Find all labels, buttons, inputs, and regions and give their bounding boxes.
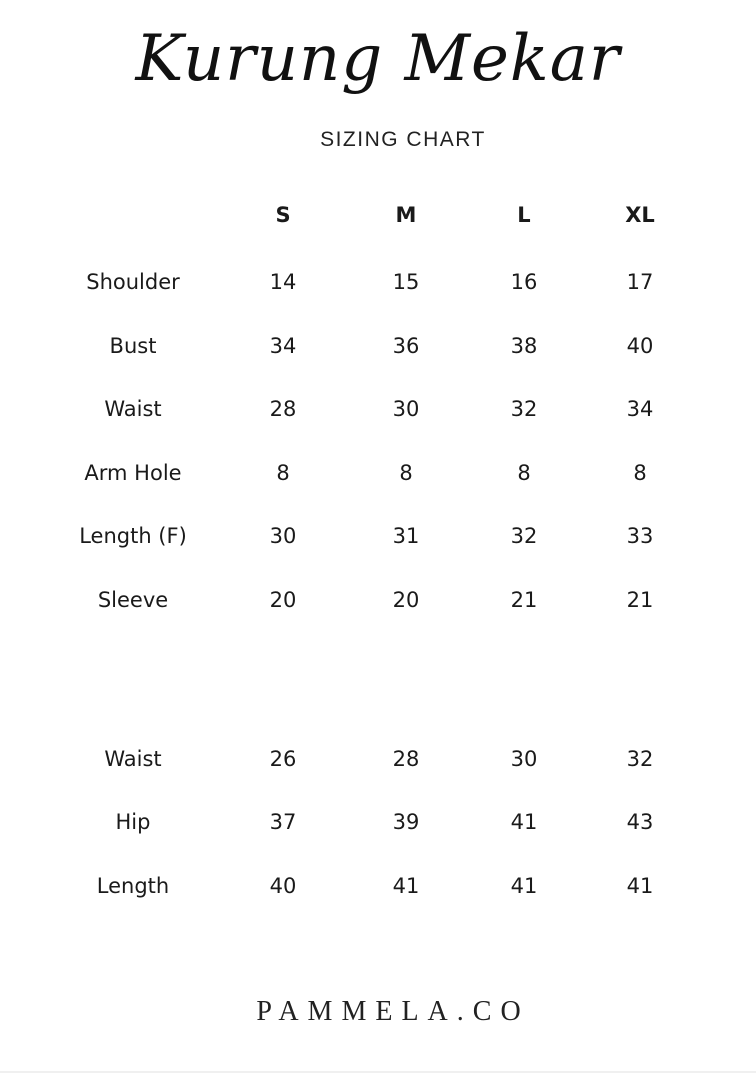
size-header-m: M (395, 203, 417, 227)
table-cell: 28 (269, 397, 297, 421)
row-label: Waist (104, 397, 162, 421)
table-cell: 20 (392, 588, 420, 612)
row-label: Sleeve (97, 588, 169, 612)
table-cell: 8 (276, 461, 290, 485)
table-cell: 41 (510, 874, 538, 898)
row-label: Shoulder (86, 270, 180, 294)
row-label: Length (F) (79, 524, 187, 548)
table-cell: 26 (269, 747, 297, 771)
table-cell: 21 (510, 588, 538, 612)
page-subtitle: SIZING CHART (320, 128, 486, 151)
table-cell: 8 (517, 461, 531, 485)
table-cell: 28 (392, 747, 420, 771)
table-cell: 20 (269, 588, 297, 612)
table-cell: 40 (626, 334, 654, 358)
table-cell: 41 (392, 874, 420, 898)
table-cell: 34 (269, 334, 297, 358)
row-label: Hip (115, 810, 151, 834)
table-cell: 16 (510, 270, 538, 294)
brand-footer: PAMMELA.CO (256, 996, 530, 1027)
table-cell: 41 (510, 810, 538, 834)
table-cell: 32 (510, 524, 538, 548)
table-cell: 30 (269, 524, 297, 548)
table-cell: 40 (269, 874, 297, 898)
table-cell: 38 (510, 334, 538, 358)
table-cell: 8 (399, 461, 413, 485)
table-cell: 43 (626, 810, 654, 834)
row-label: Waist (104, 747, 162, 771)
size-header-s: S (275, 203, 291, 227)
table-cell: 8 (633, 461, 647, 485)
page-title: Kurung Mekar (135, 22, 621, 96)
table-cell: 33 (626, 524, 654, 548)
table-cell: 39 (392, 810, 420, 834)
size-header-xl: XL (625, 203, 655, 227)
table-cell: 31 (392, 524, 420, 548)
table-cell: 17 (626, 270, 654, 294)
row-label: Length (96, 874, 170, 898)
table-cell: 32 (626, 747, 654, 771)
table-cell: 34 (626, 397, 654, 421)
table-cell: 37 (269, 810, 297, 834)
table-cell: 15 (392, 270, 420, 294)
table-cell: 21 (626, 588, 654, 612)
table-cell: 14 (269, 270, 297, 294)
row-label: Bust (109, 334, 157, 358)
table-cell: 32 (510, 397, 538, 421)
table-cell: 41 (626, 874, 654, 898)
size-header-l: L (517, 203, 531, 227)
table-cell: 30 (392, 397, 420, 421)
table-cell: 36 (392, 334, 420, 358)
table-cell: 30 (510, 747, 538, 771)
row-label: Arm Hole (84, 461, 182, 485)
